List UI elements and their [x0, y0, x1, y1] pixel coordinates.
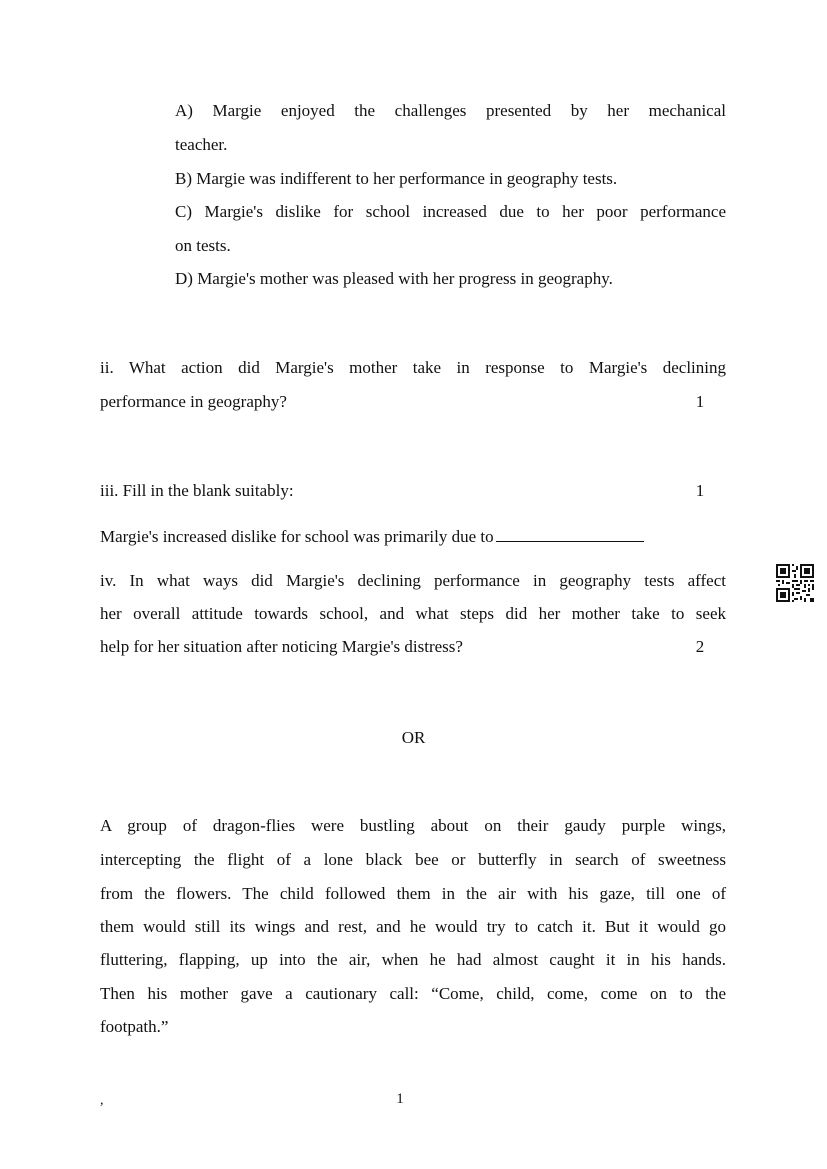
- option-a-line2: teacher.: [175, 135, 228, 154]
- option-b: B) Margie was indifferent to her performance in geography tests.: [175, 169, 618, 188]
- question-ii-line2: performance in geography?: [100, 392, 287, 411]
- question-iii-marks: 1: [695, 481, 705, 500]
- question-iv-line2: her overall attitude towards school, and what steps did her mother take to seek: [100, 604, 726, 623]
- question-iv-marks: 2: [695, 637, 705, 656]
- question-iv-line3: help for her situation after noticing Margie's distress?: [100, 637, 463, 656]
- passage-line2: intercepting the flight of a lone black bee or butterfly in search of sweetness: [100, 850, 726, 869]
- passage-line3: from the flowers. The child followed them in the air with his gaze, till one of: [100, 884, 726, 903]
- fill-blank-line[interactable]: [496, 525, 644, 542]
- option-a-line1: A) Margie enjoyed the challenges presented by her mechanical: [175, 101, 726, 120]
- passage-line5: fluttering, flapping, up into the air, when he had almost caught it in his hands.: [100, 950, 726, 969]
- passage-line1: A group of dragon-flies were bustling about on their gaudy purple wings,: [100, 816, 726, 835]
- question-iii-sentence: [100, 525, 644, 548]
- page-number: 1: [396, 1091, 404, 1107]
- question-iii-prompt: iii. Fill in the blank suitably:: [100, 481, 294, 500]
- fill-blank-sentence: Margie's increased dislike for school was primarily due to: [100, 527, 494, 546]
- question-ii-line1: ii. What action did Margie's mother take in response to Margie's declining: [100, 358, 726, 377]
- or-divider: OR: [401, 728, 426, 747]
- passage-line4: them would still its wings and rest, and he would try to catch it. But it would go: [100, 917, 726, 936]
- footer-left-mark: ,: [100, 1093, 104, 1108]
- passage-line6: Then his mother gave a cautionary call: “Come, child, come, come on to the: [100, 984, 726, 1003]
- option-c-line1: C) Margie's dislike for school increased due to her poor performance: [175, 202, 726, 221]
- question-ii-marks: 1: [695, 392, 705, 411]
- option-d: D) Margie's mother was pleased with her progress in geography.: [175, 269, 613, 288]
- option-c-line2: on tests.: [175, 236, 231, 255]
- question-iv-line1: iv. In what ways did Margie's declining performance in geography tests affect: [100, 571, 726, 590]
- passage-line7: footpath.”: [100, 1017, 169, 1036]
- qr-code-icon: [776, 564, 814, 602]
